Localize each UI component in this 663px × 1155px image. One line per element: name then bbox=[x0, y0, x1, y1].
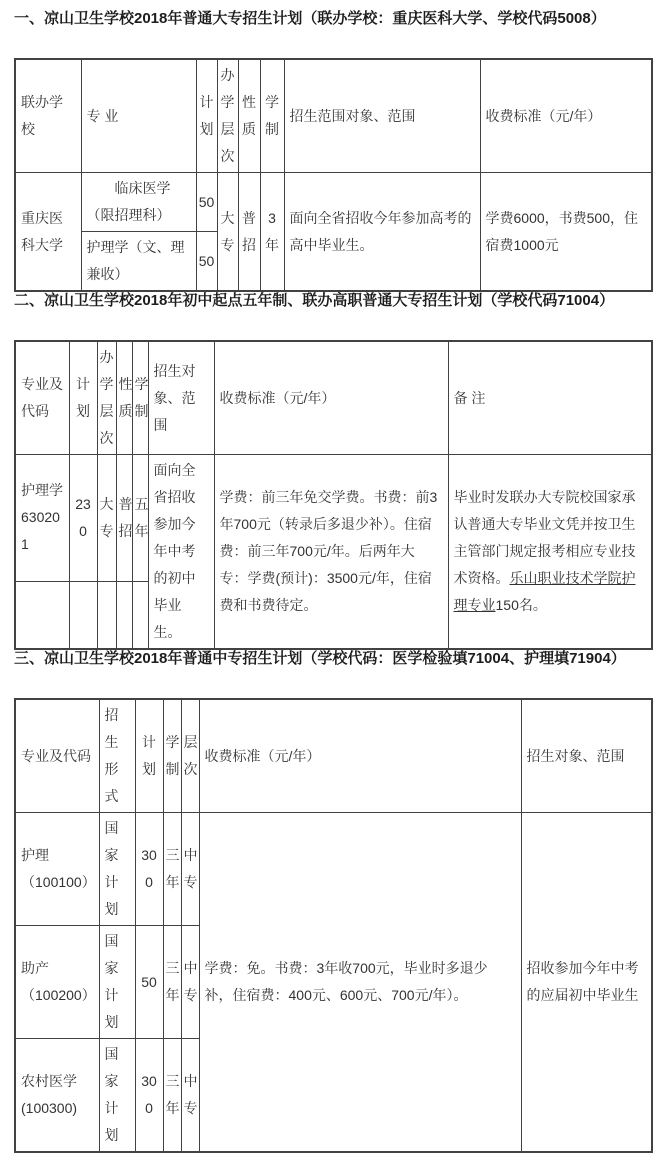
t3-cell-major-1: 护理（100100） bbox=[15, 813, 99, 926]
t1-header-school: 联办学校 bbox=[15, 59, 81, 173]
t1-header-scope: 招生范围对象、范围 bbox=[284, 59, 480, 173]
t3-header-fees: 收费标准（元/年） bbox=[199, 699, 521, 813]
table-1-row-1 bbox=[15, 173, 652, 232]
t2-empty-level bbox=[97, 581, 116, 649]
t2-header-level: 办学层次 bbox=[97, 341, 116, 455]
section-1 bbox=[14, 10, 651, 292]
table-2-row-1 bbox=[15, 455, 652, 582]
t1-header-major: 专 业 bbox=[81, 59, 196, 173]
t3-cell-duration-3: 三年 bbox=[163, 1039, 181, 1153]
t3-cell-duration-1: 三年 bbox=[163, 813, 181, 926]
t2-header-plan: 计划 bbox=[69, 341, 97, 455]
t1-cell-nature: 普招 bbox=[238, 173, 260, 292]
t1-cell-scope: 面向全省招收今年参加高考的高中毕业生。 bbox=[284, 173, 480, 292]
t1-cell-major-2: 护理学（文、理兼收） bbox=[81, 232, 196, 292]
table-2-header-row bbox=[15, 341, 652, 455]
t3-cell-level-2: 中专 bbox=[181, 926, 199, 1039]
table-3-header-row bbox=[15, 699, 652, 813]
t2-cell-level: 大专 bbox=[97, 455, 116, 582]
table-1-college-enrollment bbox=[14, 58, 653, 292]
t3-cell-duration-2: 三年 bbox=[163, 926, 181, 1039]
t2-header-major-code: 专业及代码 bbox=[15, 341, 69, 455]
t2-empty-plan bbox=[69, 581, 97, 649]
table-1-header-row bbox=[15, 59, 652, 173]
t2-cell-nature: 普招 bbox=[116, 455, 132, 582]
t2-cell-duration: 五年 bbox=[132, 455, 148, 582]
table-3-row-1 bbox=[15, 813, 652, 926]
t1-cell-major-1: 临床医学（限招理科） bbox=[81, 173, 196, 232]
t3-cell-fees: 学费：免。书费：3年收700元，毕业时多退少补，住宿费：400元、600元、700元/年）。 bbox=[199, 813, 521, 1153]
t3-cell-major-3: 农村医学(100300) bbox=[15, 1039, 99, 1153]
t1-header-fees: 收费标准（元/年） bbox=[480, 59, 652, 173]
t3-cell-form-2: 国家计划 bbox=[99, 926, 135, 1039]
t2-empty-major bbox=[15, 581, 69, 649]
t2-header-note: 备 注 bbox=[448, 341, 652, 455]
t3-cell-level-1: 中专 bbox=[181, 813, 199, 926]
t1-header-nature: 性质 bbox=[238, 59, 260, 173]
section-3-heading: 三、凉山卫生学校2018年普通中专招生计划（学校代码：医学检验填71004、护理填71904） bbox=[14, 650, 626, 667]
t2-empty-duration bbox=[132, 581, 148, 649]
t2-cell-note bbox=[448, 455, 652, 650]
t3-cell-level-3: 中专 bbox=[181, 1039, 199, 1153]
t1-cell-plan-2: 50 bbox=[196, 232, 217, 292]
t2-header-nature: 性质 bbox=[116, 341, 132, 455]
t3-header-major-code: 专业及代码 bbox=[15, 699, 99, 813]
t3-cell-scope: 招收参加今年中考的应届初中毕业生 bbox=[521, 813, 652, 1153]
section-2 bbox=[14, 292, 651, 650]
t3-header-scope: 招生对象、范围 bbox=[521, 699, 652, 813]
t2-cell-plan: 230 bbox=[69, 455, 97, 582]
section-1-heading: 一、凉山卫生学校2018年普通大专招生计划（联办学校：重庆医科大学、学校代码5008） bbox=[14, 10, 606, 27]
t1-header-plan: 计划 bbox=[196, 59, 217, 173]
t2-empty-nature bbox=[116, 581, 132, 649]
note-text: 毕业时发联办大专院校国家承认普通大专毕业文凭并按卫生主管部门规定报考相应专业技术资格。 bbox=[453, 489, 636, 586]
t3-header-form: 招生形式 bbox=[99, 699, 135, 813]
t3-header-plan: 计划 bbox=[135, 699, 163, 813]
t3-header-duration: 学制 bbox=[163, 699, 181, 813]
t1-cell-fees: 学费6000，书费500，住宿费1000元 bbox=[480, 173, 652, 292]
table-3-secondary-enrollment bbox=[14, 698, 653, 1153]
t2-header-scope: 招生对象、范围 bbox=[148, 341, 214, 455]
t2-cell-fees: 学费：前三年免交学费。书费：前3年700元（转录后多退少补）。住宿费：前三年700元/年。后两年大专：学费(预计)：3500元/年，住宿费和书费待定。 bbox=[214, 455, 448, 650]
table-2-five-year-enrollment bbox=[14, 340, 653, 650]
t1-header-duration: 学制 bbox=[260, 59, 284, 173]
t1-header-level: 办学层次 bbox=[217, 59, 238, 173]
t1-cell-duration: 3年 bbox=[260, 173, 284, 292]
t2-header-fees: 收费标准（元/年） bbox=[214, 341, 448, 455]
t3-cell-plan-2: 50 bbox=[135, 926, 163, 1039]
t1-cell-level: 大专 bbox=[217, 173, 238, 292]
t3-cell-form-1: 国家计划 bbox=[99, 813, 135, 926]
t3-cell-form-3: 国家计划 bbox=[99, 1039, 135, 1153]
t1-cell-school: 重庆医科大学 bbox=[15, 173, 81, 292]
t3-cell-plan-3: 300 bbox=[135, 1039, 163, 1153]
note-suffix: 150名。 bbox=[495, 597, 547, 613]
section-3 bbox=[14, 650, 651, 1153]
t3-cell-major-2: 助产（100200） bbox=[15, 926, 99, 1039]
t2-cell-major-code: 护理学630201 bbox=[15, 455, 69, 582]
leshan-college-link[interactable]: 乐山职业技术学院护理专业 bbox=[453, 570, 636, 613]
t2-header-duration: 学制 bbox=[132, 341, 148, 455]
t3-header-level: 层次 bbox=[181, 699, 199, 813]
t2-cell-scope: 面向全省招收参加今年中考的初中毕业生。 bbox=[148, 455, 214, 650]
t3-cell-plan-1: 300 bbox=[135, 813, 163, 926]
section-2-heading: 二、凉山卫生学校2018年初中起点五年制、联办高职普通大专招生计划（学校代码71004） bbox=[14, 292, 615, 309]
t1-cell-plan-1: 50 bbox=[196, 173, 217, 232]
